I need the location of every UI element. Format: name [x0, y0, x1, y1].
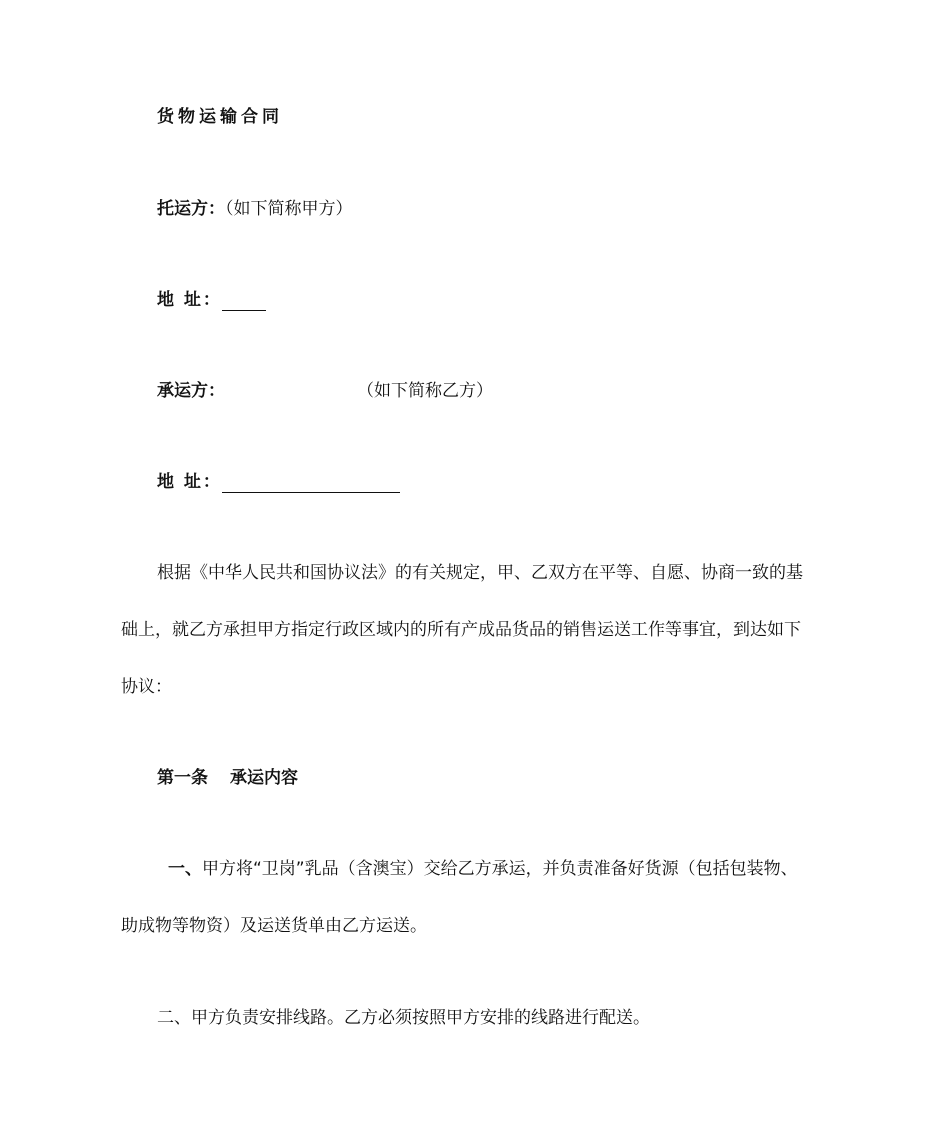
clause-2-line-1: 二、甲方负责安排线路。乙方必须按照甲方安排的线路进行配送。 [157, 1008, 650, 1028]
clause-1-text-1: 甲方将“卫岗”乳品（含澳宝）交给乙方承运，并负责准备好货源（包括包装物、 [202, 859, 798, 879]
article-1-number: 第一条 [157, 768, 208, 788]
shipper-note: （如下简称甲方） [225, 199, 353, 219]
carrier-label: 承运方： [157, 381, 225, 401]
shipper-line [157, 197, 353, 221]
clause-1-line-2: 助成物等物资）及运送货单由乙方运送。 [121, 916, 427, 936]
article-1-title: 承运内容 [230, 768, 298, 788]
clause-1-line-1 [168, 857, 798, 881]
carrier-address-line [157, 470, 400, 494]
carrier-address-label: 地 址： [157, 472, 222, 492]
shipper-address-line [157, 288, 266, 312]
shipper-label: 托运方： [157, 199, 225, 219]
document-title: 货物运输合同 [157, 107, 283, 127]
carrier-line [157, 379, 493, 403]
carrier-note: （如下简称乙方） [357, 381, 493, 401]
shipper-address-label: 地 址： [157, 290, 222, 310]
carrier-address-blank [222, 474, 400, 493]
clause-1-number: 一、 [168, 859, 202, 879]
intro-line-1: 根据《中华人民共和国协议法》的有关规定，甲、乙双方在平等、自愿、协商一致的基 [157, 563, 803, 583]
intro-line-3: 协议： [121, 677, 172, 697]
shipper-address-blank [222, 292, 266, 311]
intro-line-2: 础上，就乙方承担甲方指定行政区域内的所有产成品货品的销售运送工作等事宜，到达如下 [121, 620, 801, 640]
article-1-heading [157, 766, 298, 790]
